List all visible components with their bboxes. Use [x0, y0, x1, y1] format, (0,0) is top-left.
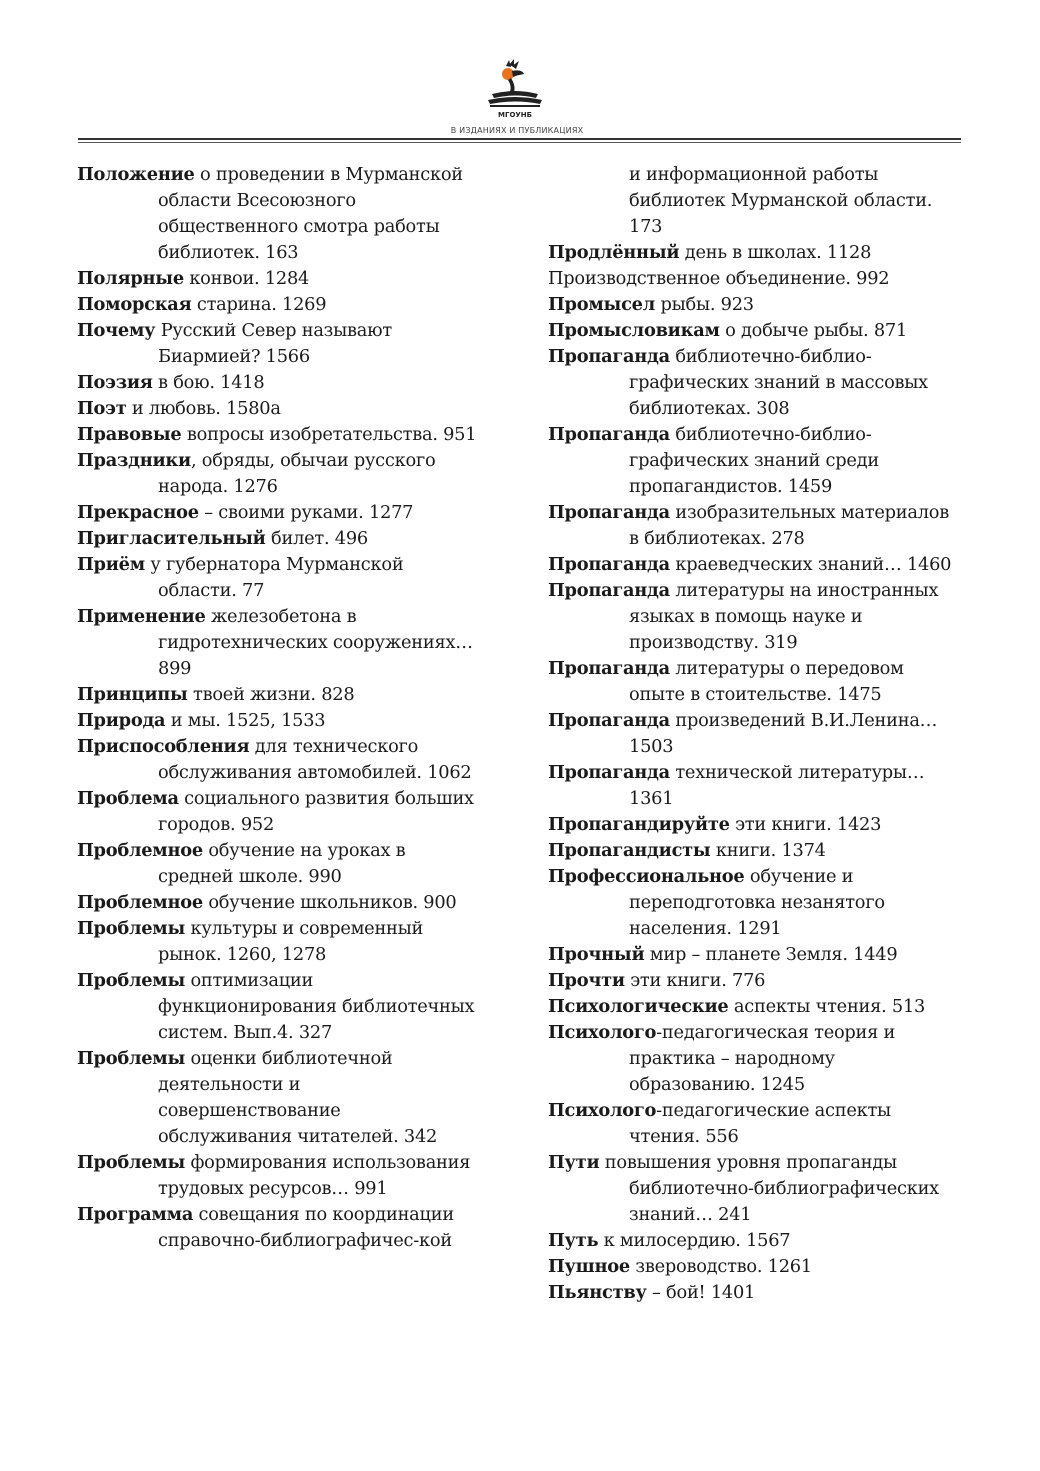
index-column-right — [548, 162, 958, 1306]
index-entry — [77, 1150, 477, 1202]
index-entry — [77, 396, 477, 422]
index-entry — [548, 968, 958, 994]
entry-text: Производственное объединение. 992 — [548, 268, 890, 289]
entry-keyword: Пушное — [548, 1256, 630, 1277]
index-entry — [548, 812, 958, 838]
entry-text: аспекты чтения. 513 — [728, 996, 926, 1017]
index-entry — [77, 734, 477, 786]
index-entry — [548, 1020, 958, 1098]
entry-text: совещания по координации справочно-библиографичес-кой — [158, 1204, 454, 1251]
entry-keyword: Проблемы — [77, 1152, 186, 1173]
index-entry — [548, 708, 958, 760]
entry-text: мир – планете Земля. 1449 — [644, 944, 898, 965]
index-entry — [77, 786, 477, 838]
entry-text: вопросы изобретательства. 951 — [181, 424, 477, 445]
index-entry — [77, 916, 477, 968]
entry-text: обучение школьников. 900 — [202, 892, 457, 913]
index-entry — [548, 942, 958, 968]
index-entry — [548, 760, 958, 812]
entry-text: оценки библиотечной деятельности и совершенствование обслуживания читателей. 342 — [158, 1048, 438, 1147]
entry-text: культуры и современный рынок. 1260, 1278 — [158, 918, 424, 965]
entry-keyword: Правовые — [77, 424, 182, 445]
entry-text: -педагогические аспекты чтения. 556 — [629, 1100, 891, 1147]
entry-keyword: Пропаганда — [548, 762, 670, 783]
index-entry — [548, 1150, 958, 1228]
entry-text: конвои. 1284 — [183, 268, 310, 289]
entry-text: литературы о передовом опыте в стоительстве. 1475 — [629, 658, 904, 705]
entry-keyword: Пропаганда — [548, 424, 670, 445]
index-entry — [77, 604, 477, 682]
entry-keyword: Проблемы — [77, 1048, 186, 1069]
entry-keyword: Прекрасное — [77, 502, 199, 523]
entry-keyword: Профессиональное — [548, 866, 745, 887]
entry-keyword: Поэт — [77, 398, 127, 419]
index-entry — [77, 682, 477, 708]
entry-text: оптимизации функционирования библиотечных систем. Вып.4. 327 — [158, 970, 475, 1043]
entry-text: обучение и переподготовка незанятого населения. 1291 — [629, 866, 885, 939]
entry-keyword: Продлённый — [548, 242, 680, 263]
entry-text: библиотечно-библио-графических знаний среди пропагандистов. 1459 — [629, 424, 879, 497]
entry-text: билет. 496 — [265, 528, 368, 549]
entry-text: Русский Север называют Биармией? 1566 — [155, 320, 392, 367]
entry-text: о добыче рыбы. 871 — [719, 320, 908, 341]
entry-text: обучение на уроках в средней школе. 990 — [158, 840, 406, 887]
index-entry — [548, 1098, 958, 1150]
entry-text: изобразительных материалов в библиотеках. 278 — [629, 502, 949, 549]
entry-keyword: Пригласительный — [77, 528, 266, 549]
entry-text: о проведении в Мурманской области Всесоюзного общественного смотра работы библиотек. 163 — [158, 164, 463, 263]
index-entry — [77, 266, 477, 292]
entry-keyword: Пьянству — [548, 1282, 647, 1303]
index-entry — [548, 656, 958, 708]
index-entry — [548, 838, 958, 864]
entry-keyword: Программа — [77, 1204, 194, 1225]
index-entry — [77, 890, 477, 916]
index-entry — [77, 1046, 477, 1150]
entry-keyword: Принципы — [77, 684, 188, 705]
entry-text: рыбы. 923 — [655, 294, 754, 315]
entry-text: библиотечно-библио-графических знаний в массовых библиотеках. 308 — [629, 346, 928, 419]
index-entry — [548, 500, 958, 552]
entry-text: -педагогическая теория и практика – народному образованию. 1245 — [629, 1022, 896, 1095]
index-entry — [548, 1254, 958, 1280]
index-entry — [548, 1228, 958, 1254]
entry-keyword: Промысел — [548, 294, 656, 315]
entry-text: у губернатора Мурманской области. 77 — [144, 554, 404, 601]
index-entry — [77, 968, 477, 1046]
header-tagline: В ИЗДАНИЯХ И ПУБЛИКАЦИЯХ — [450, 126, 584, 135]
entry-text: в бою. 1418 — [152, 372, 265, 393]
entry-text: к милосердию. 1567 — [598, 1230, 791, 1251]
entry-keyword: Промысловикам — [548, 320, 720, 341]
entry-keyword: Проблемное — [77, 892, 203, 913]
index-entry — [548, 994, 958, 1020]
index-entry — [548, 578, 958, 656]
header-rule — [78, 138, 961, 140]
entry-text: и любовь. 1580а — [126, 398, 281, 419]
entry-keyword: Почему — [77, 320, 156, 341]
page-header — [0, 0, 1040, 150]
entry-text: формирования использования трудовых ресурсов… 991 — [158, 1152, 471, 1199]
entry-keyword: Пропагандируйте — [548, 814, 730, 835]
entry-keyword: Пропаганда — [548, 580, 670, 601]
index-entry — [548, 344, 958, 422]
entry-keyword: Проблема — [77, 788, 179, 809]
entry-text: железобетона в гидротехнических сооружениях… 899 — [158, 606, 473, 679]
index-entry — [77, 422, 477, 448]
entry-text: технической литературы… 1361 — [629, 762, 925, 809]
index-entry — [548, 1280, 958, 1306]
entry-text: – своими руками. 1277 — [198, 502, 414, 523]
entry-keyword: Пропаганда — [548, 710, 670, 731]
index-entry — [77, 1202, 477, 1254]
entry-keyword: Прочти — [548, 970, 625, 991]
entry-keyword: Пропаганда — [548, 502, 670, 523]
entry-text: эти книги. 776 — [624, 970, 766, 991]
entry-keyword: Пропаганда — [548, 658, 670, 679]
entry-keyword: Путь — [548, 1230, 599, 1251]
entry-keyword: Пропаганда — [548, 346, 670, 367]
entry-text: звероводство. 1261 — [629, 1256, 812, 1277]
entry-keyword: Применение — [77, 606, 206, 627]
index-column-left — [77, 162, 477, 1254]
index-entry — [548, 240, 958, 266]
index-entry — [548, 864, 958, 942]
index-entry — [77, 318, 477, 370]
index-entry — [548, 422, 958, 500]
index-entry — [77, 838, 477, 890]
entry-text: повышения уровня пропаганды библиотечно-библиографических знаний… 241 — [599, 1152, 939, 1225]
entry-keyword: Прочный — [548, 944, 645, 965]
header-rule-thin — [78, 142, 961, 143]
index-entry — [548, 292, 958, 318]
entry-keyword: Пути — [548, 1152, 600, 1173]
entry-text: старина. 1269 — [191, 294, 327, 315]
entry-keyword: Праздники — [77, 450, 191, 471]
entry-keyword: Психологические — [548, 996, 729, 1017]
entry-keyword: Природа — [77, 710, 166, 731]
entry-keyword: Приём — [77, 554, 145, 575]
entry-text: для технического обслуживания автомобилей. 1062 — [158, 736, 472, 783]
entry-keyword: Проблемы — [77, 970, 186, 991]
index-entry — [77, 370, 477, 396]
entry-text: эти книги. 1423 — [729, 814, 882, 835]
entry-keyword: Приспособления — [77, 736, 250, 757]
entry-keyword: Полярные — [77, 268, 184, 289]
index-entry — [77, 552, 477, 604]
entry-text: твоей жизни. 828 — [187, 684, 355, 705]
index-entry — [77, 708, 477, 734]
entry-text: и мы. 1525, 1533 — [165, 710, 326, 731]
index-entry — [77, 292, 477, 318]
entry-text: – бой! 1401 — [646, 1282, 756, 1303]
entry-text: , обряды, обычаи русского народа. 1276 — [158, 450, 436, 497]
entry-text: социального развития больших городов. 952 — [158, 788, 474, 835]
entry-keyword: Поморская — [77, 294, 192, 315]
entry-text: краеведческих знаний… 1460 — [669, 554, 952, 575]
entry-text: книги. 1374 — [710, 840, 826, 861]
library-name: МГОУНБ — [498, 111, 532, 119]
entry-keyword: Проблемы — [77, 918, 186, 939]
continued-entry: и информационной работы библиотек Мурманской области. 173 — [629, 164, 933, 237]
entry-text: день в школах. 1128 — [679, 242, 872, 263]
index-entry — [77, 448, 477, 500]
entry-text: произведений В.И.Ленина… 1503 — [629, 710, 938, 757]
index-entry — [548, 552, 958, 578]
entry-keyword: Поэзия — [77, 372, 153, 393]
index-entry — [548, 318, 958, 344]
index-entry — [548, 266, 958, 292]
entry-keyword: Психолого — [548, 1100, 657, 1121]
index-entry — [77, 162, 477, 266]
entry-keyword: Проблемное — [77, 840, 203, 861]
entry-text: литературы на иностранных языках в помощь науке и производству. 319 — [629, 580, 939, 653]
index-entry — [77, 526, 477, 552]
entry-keyword: Пропаганда — [548, 554, 670, 575]
index-entry — [77, 500, 477, 526]
entry-keyword: Положение — [77, 164, 195, 185]
entry-keyword: Психолого — [548, 1022, 657, 1043]
entry-keyword: Пропагандисты — [548, 840, 711, 861]
